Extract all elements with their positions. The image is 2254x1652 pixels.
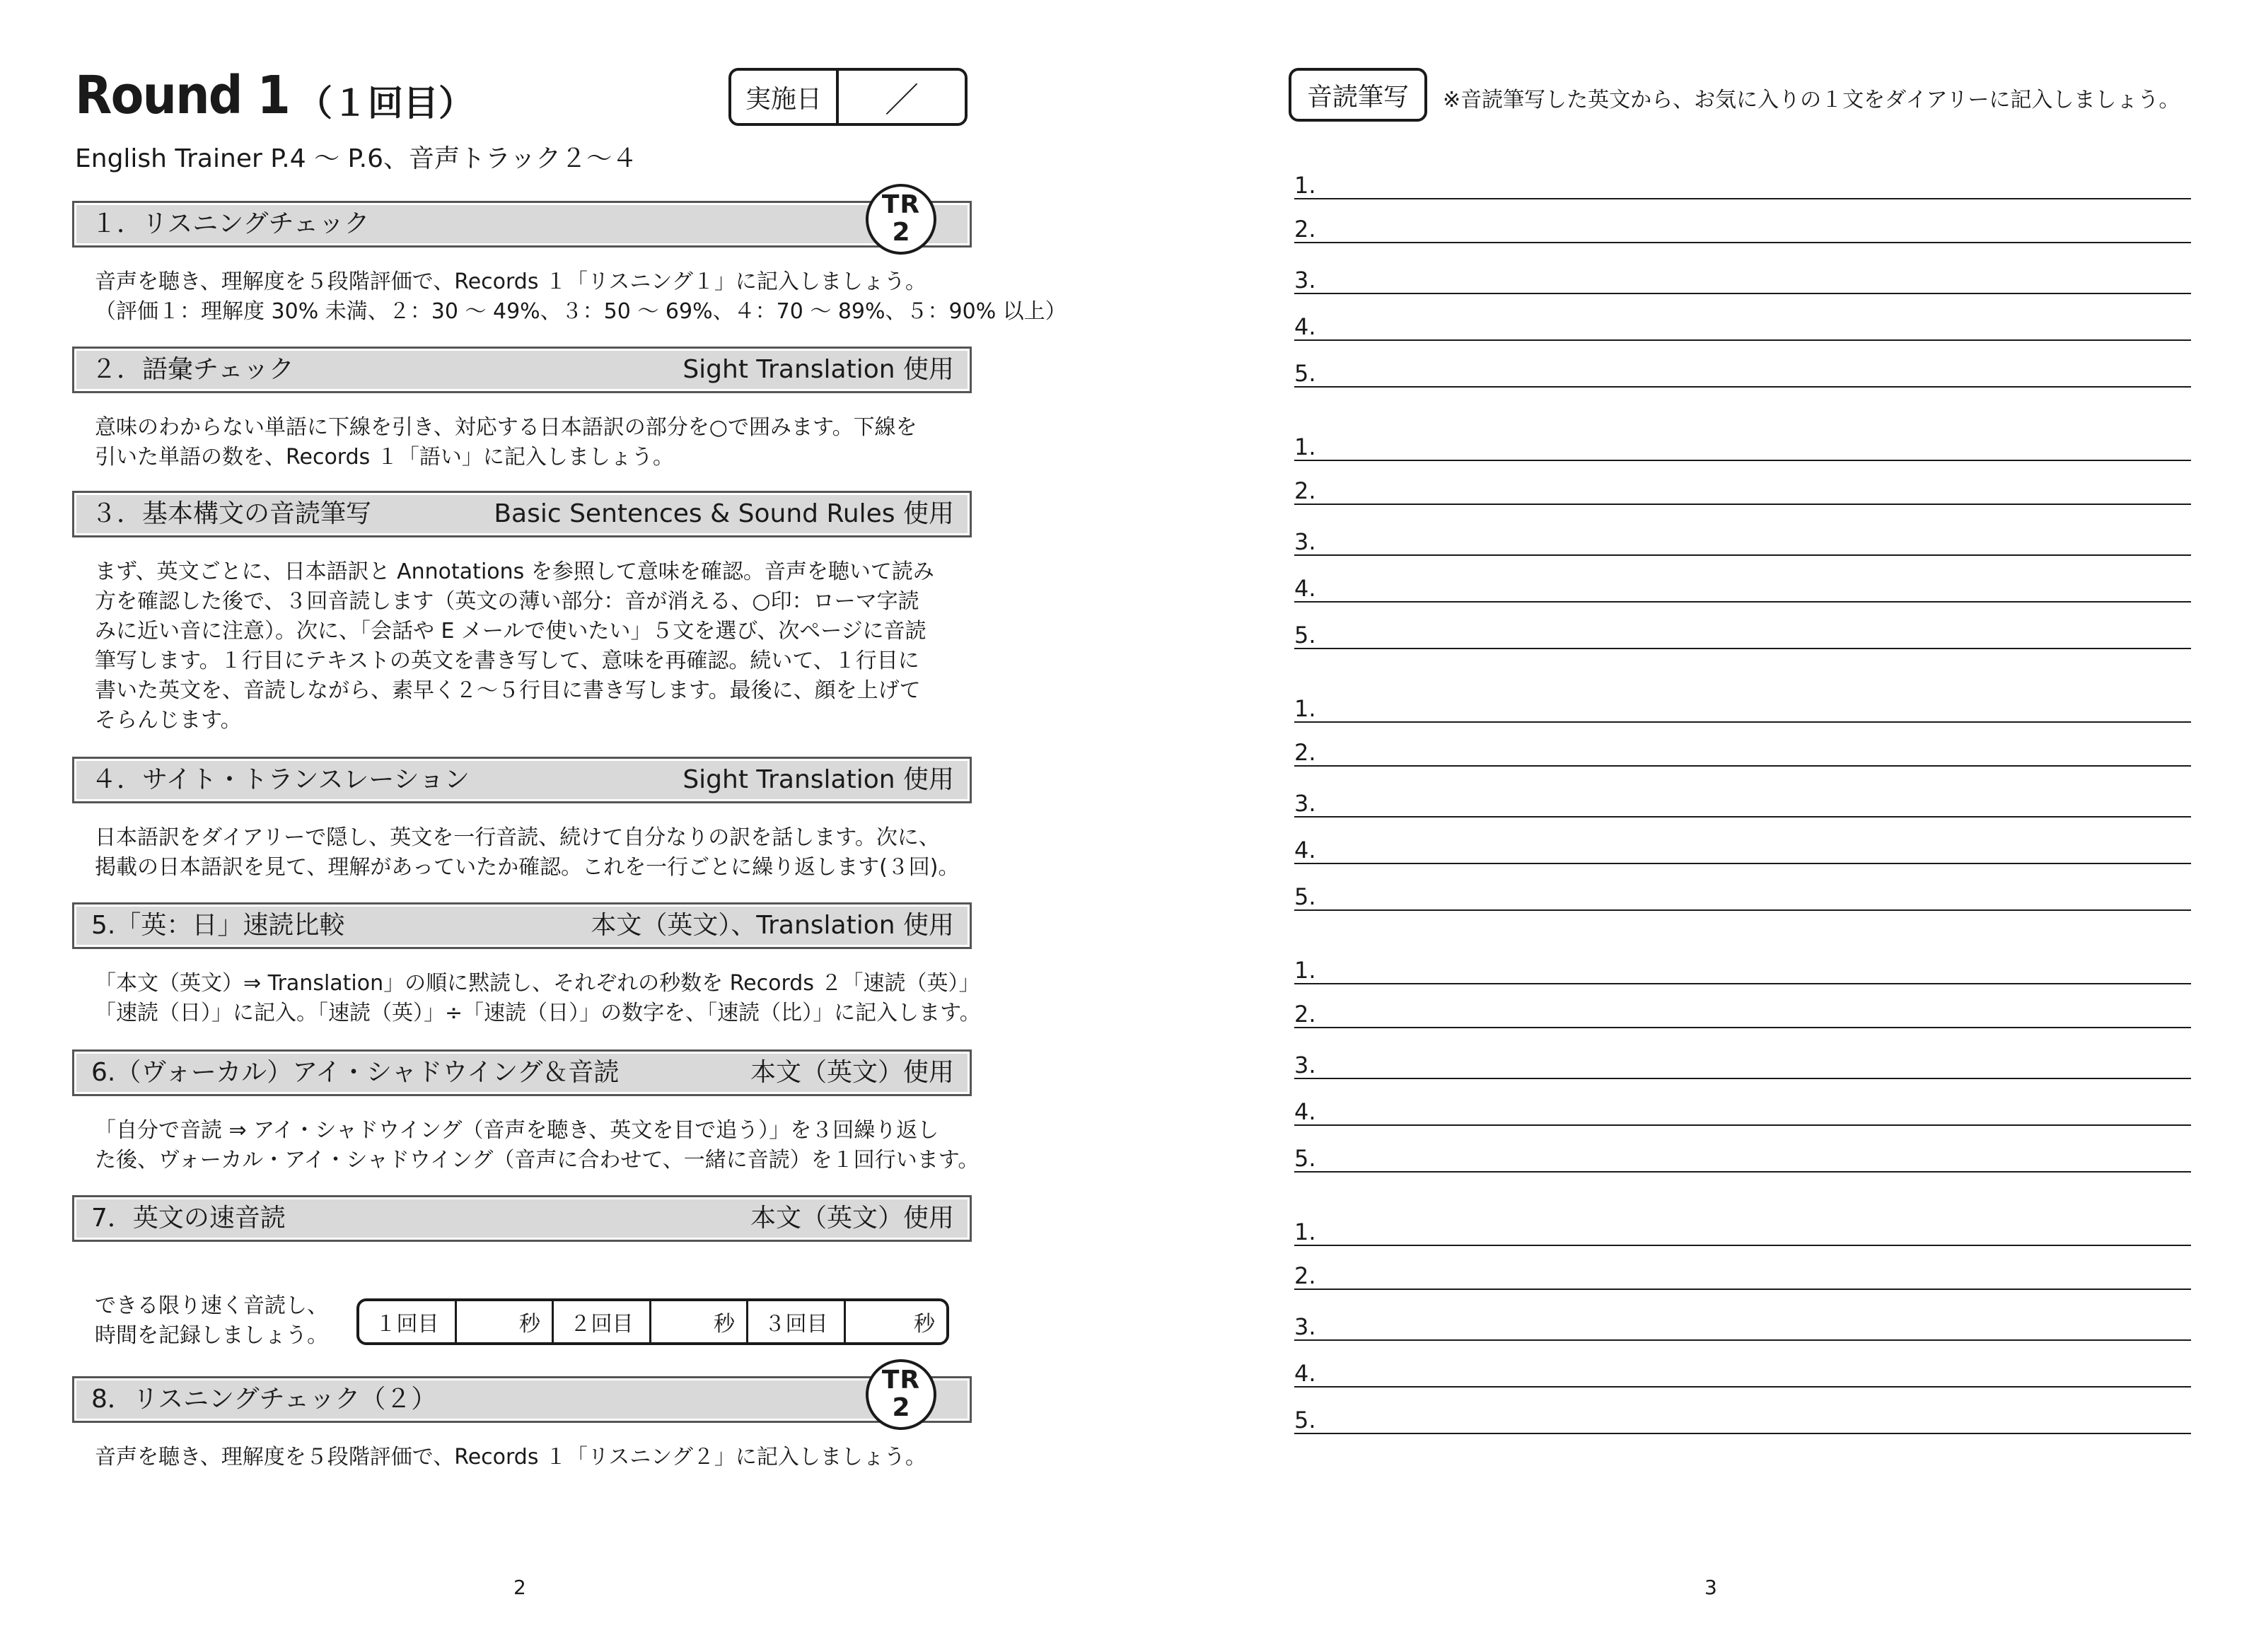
line-number: 5. xyxy=(1294,1407,1316,1433)
line-number: 4. xyxy=(1294,575,1316,602)
writing-line[interactable] xyxy=(1294,885,2191,911)
body-line: 意味のわからない単語に下線を引き、対応する日本語訳の部分を○で囲みます。下線を xyxy=(95,415,917,440)
writing-line[interactable] xyxy=(1294,1264,2191,1290)
section-title: 8．リスニングチェック（２） xyxy=(91,1385,437,1414)
writing-line[interactable] xyxy=(1294,839,2191,864)
body-line: 音声を聴き、理解度を５段階評価で、Records １「リスニング２」に記入しましょう。 xyxy=(95,1445,926,1470)
date-field[interactable]: ／ xyxy=(884,80,919,120)
writing-line[interactable] xyxy=(1294,530,2191,556)
line-number: 4. xyxy=(1294,837,1316,863)
section-source: 本文（英文）、Translation 使用 xyxy=(591,911,954,940)
line-number: 3. xyxy=(1294,790,1316,817)
section-title: ２．語彙チェック xyxy=(91,355,294,384)
writing-line[interactable] xyxy=(1294,1315,2191,1341)
writing-line[interactable] xyxy=(1294,269,2191,294)
page-number: 3 xyxy=(1704,1576,1717,1599)
date-label: 実施日 xyxy=(731,71,839,123)
line-number: 5. xyxy=(1294,1145,1316,1172)
line-number: 5. xyxy=(1294,622,1316,648)
track-badge-icon xyxy=(866,184,936,255)
body-line: 時間を記録しましょう。 xyxy=(95,1323,328,1348)
line-number: 2. xyxy=(1294,477,1316,504)
time-record-box xyxy=(356,1298,949,1345)
body-line: そらんじます。 xyxy=(95,708,242,733)
line-number: 4. xyxy=(1294,1098,1316,1125)
line-number: 1. xyxy=(1294,695,1316,722)
body-line: 「本文（英文）⇒ Translation」の順に黙読し、それぞれの秒数を Records ２「速読（英）」 xyxy=(95,971,980,996)
writing-line[interactable] xyxy=(1294,1409,2191,1434)
section-body-8 xyxy=(95,1443,958,1472)
track-badge-icon xyxy=(866,1359,936,1430)
body-line: 書いた英文を、音読しながら、素早く２〜５行目に書き写します。最後に、顔を上げて xyxy=(95,678,921,703)
section-body-5 xyxy=(95,969,981,1028)
section-bar-8 xyxy=(72,1376,972,1423)
round-2-label: ２回目 xyxy=(554,1301,651,1342)
line-number: 3. xyxy=(1294,267,1316,293)
line-number: 2. xyxy=(1294,216,1316,243)
instruction-note: ※音読筆写した英文から、お気に入りの１文をダイアリーに記入しましょう。 xyxy=(1443,88,2180,112)
section-source: 本文（英文）使用 xyxy=(750,1058,954,1087)
round-3-label: ３回目 xyxy=(748,1301,846,1342)
writing-line[interactable] xyxy=(1294,479,2191,505)
writing-line[interactable] xyxy=(1294,218,2191,243)
writing-line[interactable] xyxy=(1294,362,2191,388)
section-body-1 xyxy=(95,267,1067,327)
body-line: 「自分で音読 ⇒ アイ・シャドウイング（音声を聴き、英文を目で追う）」を３回繰り返し xyxy=(95,1118,939,1143)
line-number: 3. xyxy=(1294,1052,1316,1078)
line-number: 1. xyxy=(1294,434,1316,460)
writing-line[interactable] xyxy=(1294,1147,2191,1173)
writing-line[interactable] xyxy=(1294,792,2191,818)
round-3-seconds-field[interactable]: 秒 xyxy=(914,1312,935,1337)
page-number: 2 xyxy=(513,1576,526,1599)
writing-line[interactable] xyxy=(1294,577,2191,603)
section-source: Sight Translation 使用 xyxy=(682,355,954,384)
body-line: 筆写します。１行目にテキストの英文を書き写して、意味を再確認。続いて、１行目に xyxy=(95,648,919,673)
round-2-seconds-field[interactable]: 秒 xyxy=(651,1301,748,1342)
ondoku-hissha-label: 音読筆写 xyxy=(1289,68,1427,122)
body-line: まず、英文ごとに、日本語訳と Annotations を参照して意味を確認。音声を聴いて読み xyxy=(95,559,934,584)
right-page xyxy=(1127,0,2254,1652)
track-label: TR xyxy=(881,1366,921,1395)
section-title: 5.「英：日」速読比較 xyxy=(91,911,345,940)
round-subtitle: （１回目） xyxy=(297,83,474,124)
section-body-4 xyxy=(95,823,958,883)
section-title: 7．英文の速音読 xyxy=(91,1204,286,1233)
line-number: 5. xyxy=(1294,360,1316,387)
round-title: Round 1 xyxy=(75,65,290,126)
round-1-seconds-field[interactable]: 秒 xyxy=(457,1301,554,1342)
writing-line[interactable] xyxy=(1294,1362,2191,1388)
section-body-3 xyxy=(95,557,958,735)
section-source: 本文（英文）使用 xyxy=(750,1204,954,1233)
body-line: 引いた単語の数を、Records １「語い」に記入しましょう。 xyxy=(95,445,674,470)
section-bar-6 xyxy=(72,1049,972,1096)
writing-line[interactable] xyxy=(1294,697,2191,723)
section-title: １．リスニングチェック xyxy=(91,209,370,238)
track-label: TR xyxy=(881,190,921,219)
section-source: Basic Sentences & Sound Rules 使用 xyxy=(494,499,954,528)
section-bar-2 xyxy=(72,347,972,393)
line-number: 3. xyxy=(1294,528,1316,555)
body-line: 掲載の日本語訳を見て、理解があっていたか確認。これを一行ごとに繰り返します(３回)。 xyxy=(95,855,960,880)
writing-line[interactable] xyxy=(1294,624,2191,649)
line-number: 2. xyxy=(1294,1262,1316,1289)
body-line: 「速読（日）」に記入。「速読（英）」÷「速読（日）」の数字を、「速読（比）」に記入します。 xyxy=(95,1001,981,1025)
line-number: 1. xyxy=(1294,172,1316,199)
line-number: 1. xyxy=(1294,1218,1316,1245)
writing-line[interactable] xyxy=(1294,1218,2191,1246)
section-body-2 xyxy=(95,413,958,472)
body-line: 日本語訳をダイアリーで隠し、英文を一行音読、続けて自分なりの訳を話します。次に、 xyxy=(95,825,940,850)
body-line: 音声を聴き、理解度を５段階評価で、Records １「リスニング１」に記入しましょう。 xyxy=(95,269,926,294)
body-line: できる限り速く音読し、 xyxy=(95,1293,328,1318)
section-bar-5 xyxy=(72,902,972,949)
section-bar-4 xyxy=(72,757,972,803)
line-number: 4. xyxy=(1294,1360,1316,1387)
line-number: 1. xyxy=(1294,957,1316,984)
date-box xyxy=(728,68,968,126)
body-line: 方を確認した後で、３回音読します（英文の薄い部分：音が消える、○印：ローマ字読 xyxy=(95,589,919,614)
writing-line[interactable] xyxy=(1294,959,2191,984)
page-subtitle: English Trainer P.4 〜 P.6、音声トラック２〜４ xyxy=(75,144,638,173)
line-number: 2. xyxy=(1294,739,1316,766)
round-1-label: １回目 xyxy=(359,1301,457,1342)
section-title: 6.（ヴォーカル）アイ・シャドウイング＆音読 xyxy=(91,1058,620,1087)
writing-line[interactable] xyxy=(1294,315,2191,341)
section-bar-1 xyxy=(72,201,972,248)
track-number: 2 xyxy=(892,218,910,247)
section-title: ４．サイト・トランスレーション xyxy=(91,765,470,794)
section-source: Sight Translation 使用 xyxy=(682,765,954,794)
writing-line[interactable] xyxy=(1294,1054,2191,1079)
writing-line[interactable] xyxy=(1294,1003,2191,1028)
line-number: 5. xyxy=(1294,883,1316,910)
section-bar-3 xyxy=(72,491,972,537)
writing-line[interactable] xyxy=(1294,174,2191,199)
writing-line[interactable] xyxy=(1294,741,2191,767)
body-line: た後、ヴォーカル・アイ・シャドウイング（音声に合わせて、一緒に音読）を１回行います。 xyxy=(95,1148,980,1173)
writing-line[interactable] xyxy=(1294,436,2191,461)
line-number: 4. xyxy=(1294,313,1316,340)
body-line: （評価１：理解度 30% 未満、２：30 〜 49%、３：50 〜 69%、４：70 〜 89%、５：90% 以上） xyxy=(95,299,1067,324)
section-bar-7 xyxy=(72,1195,972,1242)
line-number: 3. xyxy=(1294,1313,1316,1340)
writing-line[interactable] xyxy=(1294,1100,2191,1126)
body-line: みに近い音に注意）。次に、「会話や E メールで使いたい」５文を選び、次ページに音読 xyxy=(95,619,926,644)
track-number: 2 xyxy=(892,1393,910,1422)
line-number: 2. xyxy=(1294,1001,1316,1028)
section-title: ３．基本構文の音読筆写 xyxy=(91,499,372,528)
section-body-6 xyxy=(95,1116,980,1175)
